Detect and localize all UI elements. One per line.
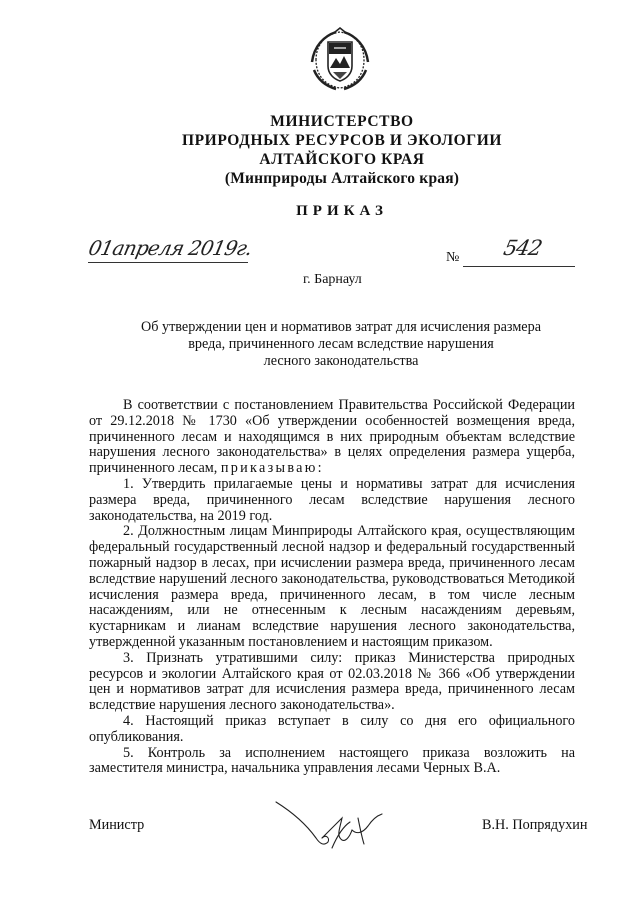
order-item-5: 5. Контроль за исполнением настоящего приказа возложить на заместителя министра, начальника управления лесами Черных В.А. (89, 744, 575, 777)
handwritten-number: 542 (501, 236, 544, 260)
order-item-4: 4. Настоящий приказ вступает в силу со дня его официального опубликования. (89, 712, 575, 745)
order-item-1: 1. Утвердить прилагаемые цены и нормативы затрат для исчисления размера вреда, причиненного лесам вследствие нарушения лесного законодательства, на 2019 год. (89, 475, 575, 524)
order-keyword: приказываю: (220, 460, 324, 477)
document-subject (120, 319, 562, 370)
org-name-line-2: ПРИРОДНЫХ РЕСУРСОВ И ЭКОЛОГИИ (181, 132, 503, 149)
subject-line: Об утверждении цен и нормативов затрат для исчисления размера (140, 319, 541, 335)
intro-paragraph (89, 398, 575, 477)
signatory-name: В.Н. Попрядухин (482, 817, 588, 833)
signatory-title: Министр (89, 817, 145, 833)
handwritten-date: 01апреля 2019г. (86, 236, 255, 260)
org-name-line-1: МИНИСТЕРСТВО (270, 113, 414, 130)
number-label: № (446, 250, 460, 265)
org-short-name: (Минприроды Алтайского края) (224, 170, 460, 187)
date-underline (88, 262, 248, 263)
subject-line: лесного законодательства (263, 353, 419, 369)
order-item-3: 3. Признать утратившими силу: приказ Министерства природных ресурсов и экологии Алтайского края от 02.03.2018 № 366 «Об утверждении цен и нормативов затрат для исчисления размера вреда, причиненного лесам вследствие нарушения лесного законодательства». (89, 649, 575, 714)
number-underline (463, 266, 575, 267)
order-item-2: 2. Должностным лицам Минприроды Алтайского края, осуществляющим федеральный государственный лесной надзор и федеральный государственный пожарный надзор в лесах, при исчислении размера вреда, причиненного лесам вследствие нарушений лесного законодательства, руководствоваться Методикой исчисления размера вреда, причиненного лесам, в том числе лесным насаждениям, или не отнесенным к лесным насаждениям деревьям, кустарникам и лианам вследствие нарушения лесного законодательства, утвержденной указанным постановлением и настоящим приказом. (89, 523, 575, 650)
org-name-line-3: АЛТАЙСКОГО КРАЯ (259, 151, 425, 168)
subject-line: вреда, причиненного лесам вследствие нарушения (188, 336, 494, 352)
city: г. Барнаул (303, 272, 362, 287)
document-type-title: ПРИКАЗ (296, 203, 388, 219)
coat-of-arms-emblem (306, 26, 374, 94)
document-body (89, 398, 575, 777)
handwritten-signature (272, 798, 392, 850)
intro-text: В соответствии с постановлением Правительства Российской Федерации от 29.12.2018 № 1730 «Об утверждении особенностей возмещения вреда, причиненного лесам и находящимся в них природным объектам вследствие нарушения лесного законодательства» в целях определения размера ущерба, причиненного лесам, (89, 397, 575, 477)
